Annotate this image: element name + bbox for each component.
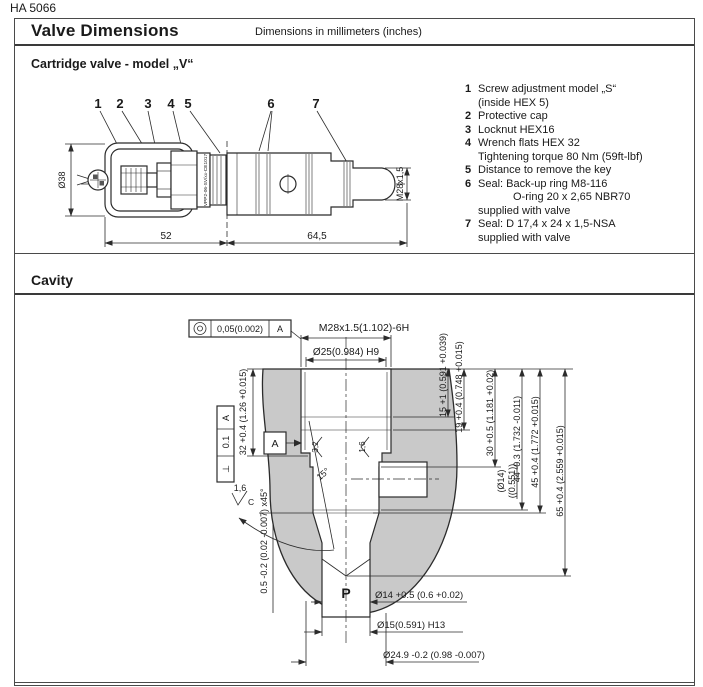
part-number: 3 xyxy=(465,123,472,136)
d14-label: Ø14 +0.5 (0.6 +0.02) xyxy=(375,590,464,601)
part-text: supplied with valve xyxy=(478,204,571,217)
locknut xyxy=(157,163,171,197)
len52-label: 52 xyxy=(160,231,172,242)
page-title: Valve Dimensions xyxy=(31,21,179,40)
callout-4: 4 xyxy=(167,96,175,111)
valve-drawing xyxy=(45,79,475,251)
callout-1: 1 xyxy=(94,96,102,111)
part-number: 7 xyxy=(465,218,472,230)
part-text: O-ring 20 x 2,65 NBR70 xyxy=(513,191,631,203)
len645-label: 64,5 xyxy=(307,231,327,242)
chamfer-label: 0.5 -0.2 (0.02 -0.007) x45° xyxy=(259,488,269,594)
tolerance-datum: A xyxy=(276,324,284,334)
callout-6: 6 xyxy=(267,96,275,111)
dia38-label: Ø38 xyxy=(57,171,67,189)
perpendicularity-icon: ⊥ xyxy=(221,465,231,473)
perp-datum: A xyxy=(221,414,231,422)
angle-label: 15° xyxy=(314,465,332,483)
datum-a-label: A xyxy=(271,438,279,450)
perpendicularity-frame xyxy=(217,406,234,482)
ra32-label: 3,2 xyxy=(311,441,320,453)
part-text: Screw adjustment model „S“ xyxy=(478,83,617,95)
hex-nut xyxy=(171,151,197,209)
cavity-header-band xyxy=(15,255,694,295)
cavity-section-heading: Cavity xyxy=(31,272,74,288)
tolerance-value: 0,05(0.002) xyxy=(216,324,264,334)
cavity-thread-label: M28x1.5(1.102)-6H xyxy=(318,322,410,334)
d249-label: Ø24.9 -0.2 (0.98 -0.007) xyxy=(383,650,485,661)
part-number: 4 xyxy=(465,137,472,149)
part-text: Seal: Back-up ring M8-116 xyxy=(478,177,608,190)
depth15-label: 15 +1 (0.591 +0.039) xyxy=(438,332,448,418)
title-bar xyxy=(15,19,694,46)
part-text: supplied with valve xyxy=(478,231,571,244)
section-divider xyxy=(15,253,694,254)
cartridge-body xyxy=(227,153,395,215)
depth19-label: 19 +0.4 (0.748 +0.015) xyxy=(454,341,464,433)
document-code: HA 5066 xyxy=(10,1,57,15)
thread-label: M28x1,5 xyxy=(395,166,405,202)
callout-3: 3 xyxy=(144,96,152,111)
lead-seal xyxy=(77,170,108,190)
part-number: 1 xyxy=(465,83,472,95)
page-frame xyxy=(14,18,695,686)
depth32-label: 32 +0.4 (1.26 +0.015) xyxy=(238,368,248,456)
list-item xyxy=(465,83,693,110)
list-item xyxy=(465,110,693,124)
part-text: Protective cap xyxy=(478,110,548,122)
depth30-label: 30 +0.5 (1.181 +0.02) xyxy=(485,369,495,457)
perp-value: 0.1 xyxy=(221,435,231,449)
dim-d249 xyxy=(291,601,485,666)
ra16-left-label: 1,6 xyxy=(233,483,247,493)
type-label: VPP2-06-SV/xx-CE1017 xyxy=(204,153,209,207)
part-text: Locknut HEX16 xyxy=(478,123,555,136)
callout-7: 7 xyxy=(312,96,320,111)
part-text: Seal: D 17,4 x 24 x 1,5-NSA xyxy=(478,218,616,230)
list-item xyxy=(465,164,693,178)
part-text: Wrench flats HEX 32 xyxy=(478,137,580,149)
tolerance-frame xyxy=(189,320,301,339)
d14-ref-label: (Ø14) xyxy=(496,469,506,493)
parts-list xyxy=(465,83,693,245)
list-item xyxy=(465,218,693,245)
part-text: Tightening torque 80 Nm (59ft-lbf) xyxy=(478,150,643,163)
d14-ref-inch-label: ((0.551)) xyxy=(507,463,517,499)
type-label-band xyxy=(197,153,210,207)
callout-2: 2 xyxy=(116,96,124,111)
list-item xyxy=(465,178,693,219)
part-text: (inside HEX 5) xyxy=(478,96,549,109)
depth45-label: 45 +0.4 (1.772 +0.015) xyxy=(530,396,540,488)
cavity-drawing xyxy=(15,295,697,687)
port-label: P xyxy=(341,585,351,601)
ra16-label: 1,6 xyxy=(358,441,367,453)
part-text: Distance to remove the key xyxy=(478,164,612,176)
callout-5: 5 xyxy=(184,96,192,111)
threaded-neck xyxy=(210,155,226,205)
list-item xyxy=(465,137,693,164)
cartridge-section-heading: Cartridge valve - model „V“ xyxy=(31,57,194,71)
d25-label: Ø25(0.984) H9 xyxy=(312,347,380,358)
surface-c-label: C xyxy=(248,497,255,507)
depth65-label: 65 +0.4 (2.559 +0.015) xyxy=(555,425,565,517)
depth44-label: 44 -0.3 (1.732 -0.011) xyxy=(512,395,522,483)
d15-label: Ø15(0.591) H13 xyxy=(377,620,446,631)
part-number: 6 xyxy=(465,177,472,190)
page-subtitle: Dimensions in millimeters (inches) xyxy=(255,26,422,38)
next-section-rule xyxy=(15,682,694,683)
list-item xyxy=(465,124,693,138)
ref-d14 xyxy=(496,463,517,499)
part-number: 2 xyxy=(465,110,472,122)
part-number: 5 xyxy=(465,164,472,176)
